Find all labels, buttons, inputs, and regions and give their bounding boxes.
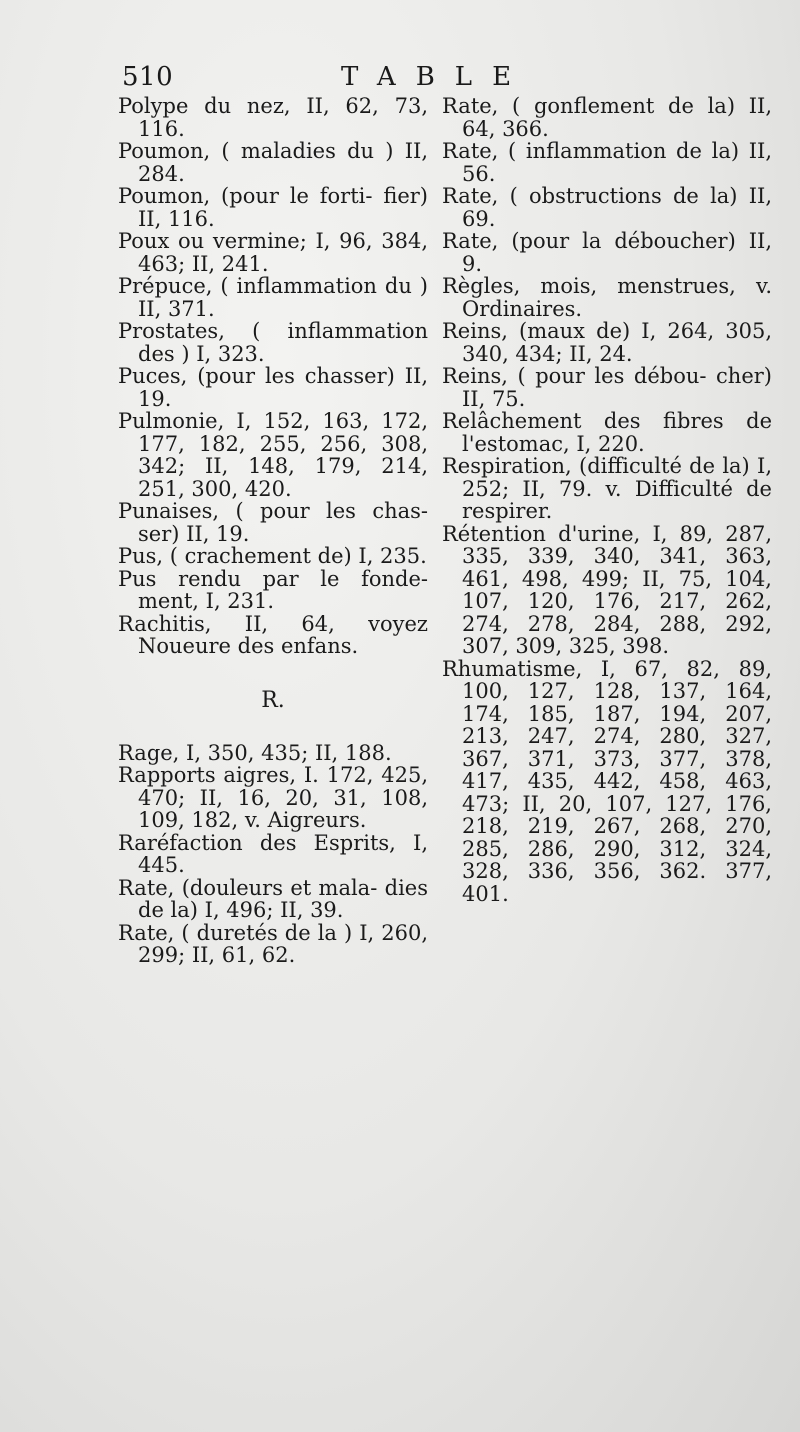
index-entry: Reins, (maux de) I, 264, 305, 340, 434; II, 24. <box>442 319 772 366</box>
index-entry: Règles, mois, menstrues, v. Ordinaires. <box>442 274 772 321</box>
index-entry: Rate, ( duretés de la ) I, 260, 299; II, 61, 62. <box>118 920 428 967</box>
index-entry: Rhumatisme, I, 67, 82, 89, 100, 127, 128, 137, 164, 174, 185, 187, 194, 207, 213, 247, 274, 280, 327, 367, 371, 373, 377, 378, 417, 435, 442, 458, 463, 473; II, 20, 107, 127, 176, 218, 219, 267, 268, 270, 285, 286, 290, 312, 324, 328, 336, 356, 362. 377, 401. <box>442 656 772 906</box>
page-number: 510 <box>122 62 174 92</box>
index-entry: Rate, ( gonflement de la) II, 64, 366. <box>442 94 772 141</box>
index-entry: Polype du nez, II, 62, 73, 116. <box>118 94 428 141</box>
index-entry: Rage, I, 350, 435; II, 188. <box>118 740 392 765</box>
index-entry: Relâchement des fibres de l'estomac, I, 220. <box>442 409 772 456</box>
running-title: TABLE <box>341 62 532 92</box>
index-entry: Respiration, (difficulté de la) I, 252; II, 79. v. Difficulté de respirer. <box>442 454 772 523</box>
index-entry: Rate, ( obstructions de la) II, 69. <box>442 184 772 231</box>
index-entry: Rate, (douleurs et mala- dies de la) I, 496; II, 39. <box>118 875 428 922</box>
index-entry: Puces, (pour les chasser) II, 19. <box>118 364 428 411</box>
index-entry: Poux ou vermine; I, 96, 384, 463; II, 241. <box>118 229 428 276</box>
index-entry: Pus, ( crachement de) I, 235. <box>118 544 427 568</box>
index-entry: Poumon, ( maladies du ) II, 284. <box>118 139 428 186</box>
left-column <box>118 95 428 967</box>
index-entry: Rachitis, II, 64, voyez Noueure des enfans. <box>118 611 428 658</box>
index-entry: Pus rendu par le fonde- ment, I, 231. <box>118 566 428 613</box>
index-entry: Reins, ( pour les débou- cher) II, 75. <box>442 364 772 411</box>
index-entry: Punaises, ( pour les chas- ser) II, 19. <box>118 499 428 546</box>
index-entry: Prépuce, ( inflammation du ) II, 371. <box>118 274 428 321</box>
index-entry: Raréfaction des Esprits, I, 445. <box>118 830 428 877</box>
right-column <box>442 95 772 905</box>
index-entry: Prostates, ( inflammation des ) I, 323. <box>118 319 428 366</box>
index-entry: Poumon, (pour le forti- fier) II, 116. <box>118 184 428 231</box>
index-entry: Pulmonie, I, 152, 163, 172, 177, 182, 255, 256, 308, 342; II, 148, 179, 214, 251, 300, 420. <box>118 409 428 501</box>
index-entry: Rétention d'urine, I, 89, 287, 335, 339, 340, 341, 363, 461, 498, 499; II, 75, 104, 107, 120, 176, 217, 262, 274, 278, 284, 288, 292, 307, 309, 325, 398. <box>442 521 772 658</box>
section-letter: R. <box>261 687 285 713</box>
index-entry: Rate, (pour la déboucher) II, 9. <box>442 229 772 276</box>
index-entry: Rate, ( inflammation de la) II, 56. <box>442 139 772 186</box>
index-entry: Rapports aigres, I. 172, 425, 470; II, 16, 20, 31, 108, 109, 182, v. Aigreurs. <box>118 763 428 832</box>
